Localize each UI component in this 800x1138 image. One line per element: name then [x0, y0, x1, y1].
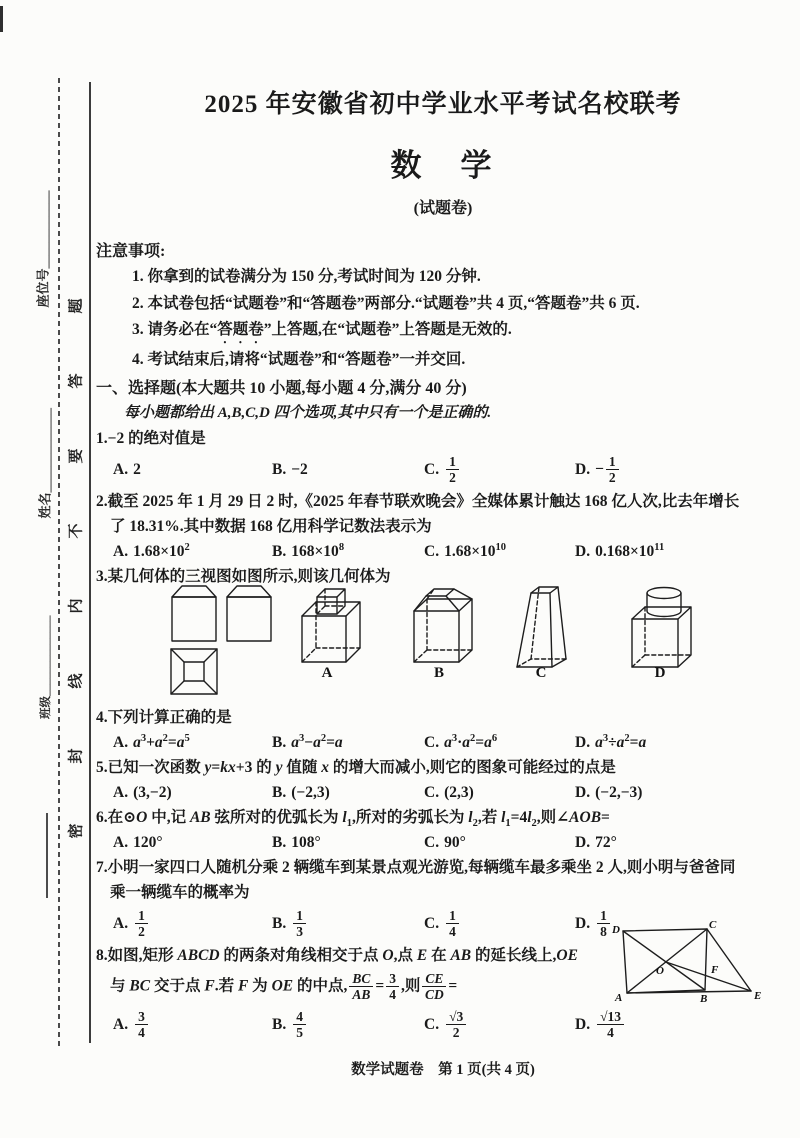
solid-option-a — [302, 589, 360, 681]
paper-type-label: (试题卷) — [413, 200, 473, 217]
q2-options — [113, 539, 790, 564]
q3-three-views-figure — [94, 577, 784, 701]
notice-heading: 注意事项: — [96, 243, 166, 260]
q1-options — [113, 451, 790, 489]
option-value: $\frac{1}{8}$ — [595, 905, 612, 943]
q7-stem-line2: 乘一辆缆车的概率为 — [110, 883, 250, 901]
seal-line-text: 密封线内不要答题 — [68, 238, 85, 839]
subject-title: 数 学 — [390, 148, 496, 183]
option-value: 120° — [133, 833, 163, 851]
option-value: (−2,−3) — [595, 783, 643, 801]
solid-option-b — [414, 589, 472, 681]
option-letter: B. — [272, 542, 287, 560]
option-letter: D. — [575, 542, 591, 560]
option-letter: A. — [113, 915, 129, 933]
q5-option-d — [575, 780, 790, 805]
q5-options — [113, 780, 790, 805]
option-value: $168\times 10^8$ — [291, 541, 345, 560]
option-letter: C. — [424, 461, 440, 479]
option-value: $\frac{1}{2}$ — [133, 905, 150, 943]
solid-c-label: C — [535, 664, 547, 681]
option-letter: A. — [113, 461, 129, 479]
q6-option-c — [424, 830, 575, 855]
q8-label-d: D — [612, 924, 620, 936]
option-value: $a^3+a^2=a^5$ — [133, 732, 190, 751]
notice-item-2: 2. 本试卷包括“试题卷”和“答题卷”两部分.“试题卷”共 4 页,“答题卷”共 6 页. — [132, 294, 640, 312]
q2-option-b — [272, 539, 424, 564]
seal-solid-line — [89, 82, 91, 1043]
q4-option-b — [272, 730, 424, 755]
seat-number-label: 座位号____________ — [35, 190, 51, 308]
q8-option-c — [424, 1006, 575, 1044]
q6-option-b — [272, 830, 424, 855]
q8-stem-line2: 与 BC 交于点 F.若 F 为 OE 的中点, $\frac{BC}{AB}$ = $\frac{3}{4}$ ,则 $\frac{CE}{CD}$ = — [110, 970, 458, 1003]
option-value: 72° — [595, 833, 617, 851]
blank-underline — [46, 813, 48, 898]
option-letter: D. — [575, 833, 591, 851]
exam-title: 2025 年安徽省初中学业水平考试名校联考 — [204, 91, 682, 118]
solid-a-label: A — [321, 664, 333, 681]
q1-option-c — [424, 451, 575, 489]
scan-artifact — [0, 6, 3, 32]
paper-content — [96, 0, 790, 1079]
q7-option-b — [272, 905, 424, 943]
q8-label-e: E — [754, 990, 762, 1002]
solid-option-d — [632, 587, 691, 681]
top-view — [171, 649, 217, 694]
q8-label-b: B — [700, 993, 708, 1005]
option-letter: C. — [424, 833, 440, 851]
seal-dashed-line — [58, 78, 60, 1047]
notice-item-1: 1. 你拿到的试卷满分为 150 分,考试时间为 120 分钟. — [132, 268, 481, 285]
option-letter: B. — [272, 915, 287, 933]
q8-label-o: O — [656, 965, 664, 977]
solid-d-label: D — [654, 664, 666, 681]
q2-stem-line2: 了 18.31%.其中数据 168 亿用科学记数法表示为 — [110, 517, 432, 535]
q3-stem: 3.某几何体的三视图如图所示,则该几何体为 — [96, 567, 391, 585]
q8-option-b — [272, 1006, 424, 1044]
q2-option-d — [575, 539, 790, 564]
option-value: $\frac{1}{4}$ — [444, 905, 461, 943]
q8-label-f: F — [711, 964, 719, 976]
q8-option-a — [113, 1006, 272, 1044]
option-letter: B. — [272, 733, 287, 751]
q7-stem-line1: 7.小明一家四口人随机分乘 2 辆缆车到某景点观光游览,每辆缆车最多乘坐 2 人,则小明与爸爸同 — [96, 858, 736, 876]
option-value: (−2,3) — [291, 783, 330, 801]
q8-label-c: C — [709, 919, 717, 931]
option-value: 108° — [291, 833, 321, 851]
option-value: − $\frac{1}{2}$ — [595, 451, 621, 489]
option-value: $a^3-a^2=a$ — [291, 732, 343, 751]
option-value: $1.68\times 10^2$ — [133, 541, 190, 560]
side-view — [227, 586, 271, 641]
notice-item-4: 4. 考试结束后,请将“试题卷”和“答题卷”一并交回. — [132, 351, 466, 368]
front-view — [172, 586, 216, 641]
footer-page-label: 数学试题卷 第 1 页(共 4 页) — [351, 1061, 535, 1078]
class-label: 班级______________ — [40, 615, 52, 719]
q7-option-c — [424, 905, 575, 943]
notice-item-3: 3. 请务必在“答题卷”上答题,在“试题卷”上答题是无效的. — [132, 321, 512, 338]
option-letter: C. — [424, 783, 440, 801]
option-letter: D. — [575, 915, 591, 933]
q2-option-c — [424, 539, 575, 564]
option-letter: B. — [272, 783, 287, 801]
q1-option-d — [575, 451, 790, 489]
option-letter: A. — [113, 733, 129, 751]
option-letter: B. — [272, 461, 287, 479]
option-value: $\frac{1}{2}$ — [444, 451, 461, 489]
option-value: (2,3) — [444, 783, 474, 801]
option-value: $\frac{1}{3}$ — [291, 905, 308, 943]
option-letter: A. — [113, 1016, 129, 1034]
q5-option-b — [272, 780, 424, 805]
option-letter: B. — [272, 1016, 287, 1034]
q6-stem: 6.在⊙O 中,记 AB 弦所对的优弧长为 $l_1$,所对的劣弧长为 $l_2$,若 $l_1=4l_2$,则∠AOB= — [96, 808, 610, 829]
option-value: 2 — [133, 461, 141, 479]
option-value: $a^3\cdot a^2=a^6$ — [444, 732, 498, 751]
option-letter: D. — [575, 733, 591, 751]
option-value: $a^3\div a^2=a$ — [595, 732, 647, 751]
q4-stem: 4.下列计算正确的是 — [96, 708, 232, 726]
option-value: $\frac{√3}{2}$ — [444, 1006, 468, 1044]
q2-stem-line1: 2.截至 2025 年 1 月 29 日 2 时,《2025 年春节联欢晚会》全媒体累计触达 168 亿人次,比去年增长 — [96, 492, 740, 510]
q8-stem-line1: 8.如图,矩形 ABCD 的两条对角线相交于点 O,点 E 在 AB 的延长线上,OE — [96, 946, 578, 964]
q4-option-a — [113, 730, 272, 755]
option-value: (3,−2) — [133, 783, 172, 801]
q4-option-c — [424, 730, 575, 755]
q8-option-d — [575, 1006, 790, 1044]
q4-options — [113, 730, 790, 755]
option-letter: A. — [113, 783, 129, 801]
q1-option-b — [272, 451, 424, 489]
option-letter: C. — [424, 1016, 440, 1034]
q6-options — [113, 830, 790, 855]
q2-option-a — [113, 539, 272, 564]
q8-rectangle-figure — [611, 919, 775, 1005]
option-letter: D. — [575, 461, 591, 479]
option-letter: A. — [113, 542, 129, 560]
name-label: 姓名_____________ — [37, 407, 53, 519]
q8-options — [113, 1006, 790, 1044]
option-value: $\frac{√13}{4}$ — [595, 1006, 626, 1044]
q8-label-a: A — [615, 992, 623, 1004]
section-note: 每小题都给出 A,B,C,D 四个选项,其中只有一个是正确的. — [124, 404, 492, 421]
q1-option-a — [113, 451, 272, 489]
option-letter: D. — [575, 783, 591, 801]
q4-option-d — [575, 730, 790, 755]
q5-stem: 5.已知一次函数 y=kx+3 的 y 值随 x 的增大而减小,则它的图象可能经过的点是 — [96, 758, 616, 776]
option-letter: D. — [575, 1016, 591, 1034]
option-letter: C. — [424, 542, 440, 560]
option-value: $1.68\times 10^{10}$ — [444, 541, 507, 560]
option-value: 90° — [444, 833, 466, 851]
option-letter: C. — [424, 915, 440, 933]
option-letter: A. — [113, 833, 129, 851]
q6-option-a — [113, 830, 272, 855]
option-value: $\frac{3}{4}$ — [133, 1006, 150, 1044]
option-value: −2 — [291, 461, 308, 479]
q1-stem: 1.−2 的绝对值是 — [96, 429, 206, 447]
option-letter: B. — [272, 833, 287, 851]
option-value: $0.168\times 10^{11}$ — [595, 541, 665, 560]
q6-option-d — [575, 830, 790, 855]
solid-b-label: B — [433, 664, 445, 681]
q7-option-a — [113, 905, 272, 943]
option-letter: C. — [424, 733, 440, 751]
option-value: $\frac{4}{5}$ — [291, 1006, 308, 1044]
q5-option-c — [424, 780, 575, 805]
solid-option-c — [517, 587, 566, 681]
section-heading: 一、选择题(本大题共 10 小题,每小题 4 分,满分 40 分) — [96, 379, 467, 397]
q5-option-a — [113, 780, 272, 805]
